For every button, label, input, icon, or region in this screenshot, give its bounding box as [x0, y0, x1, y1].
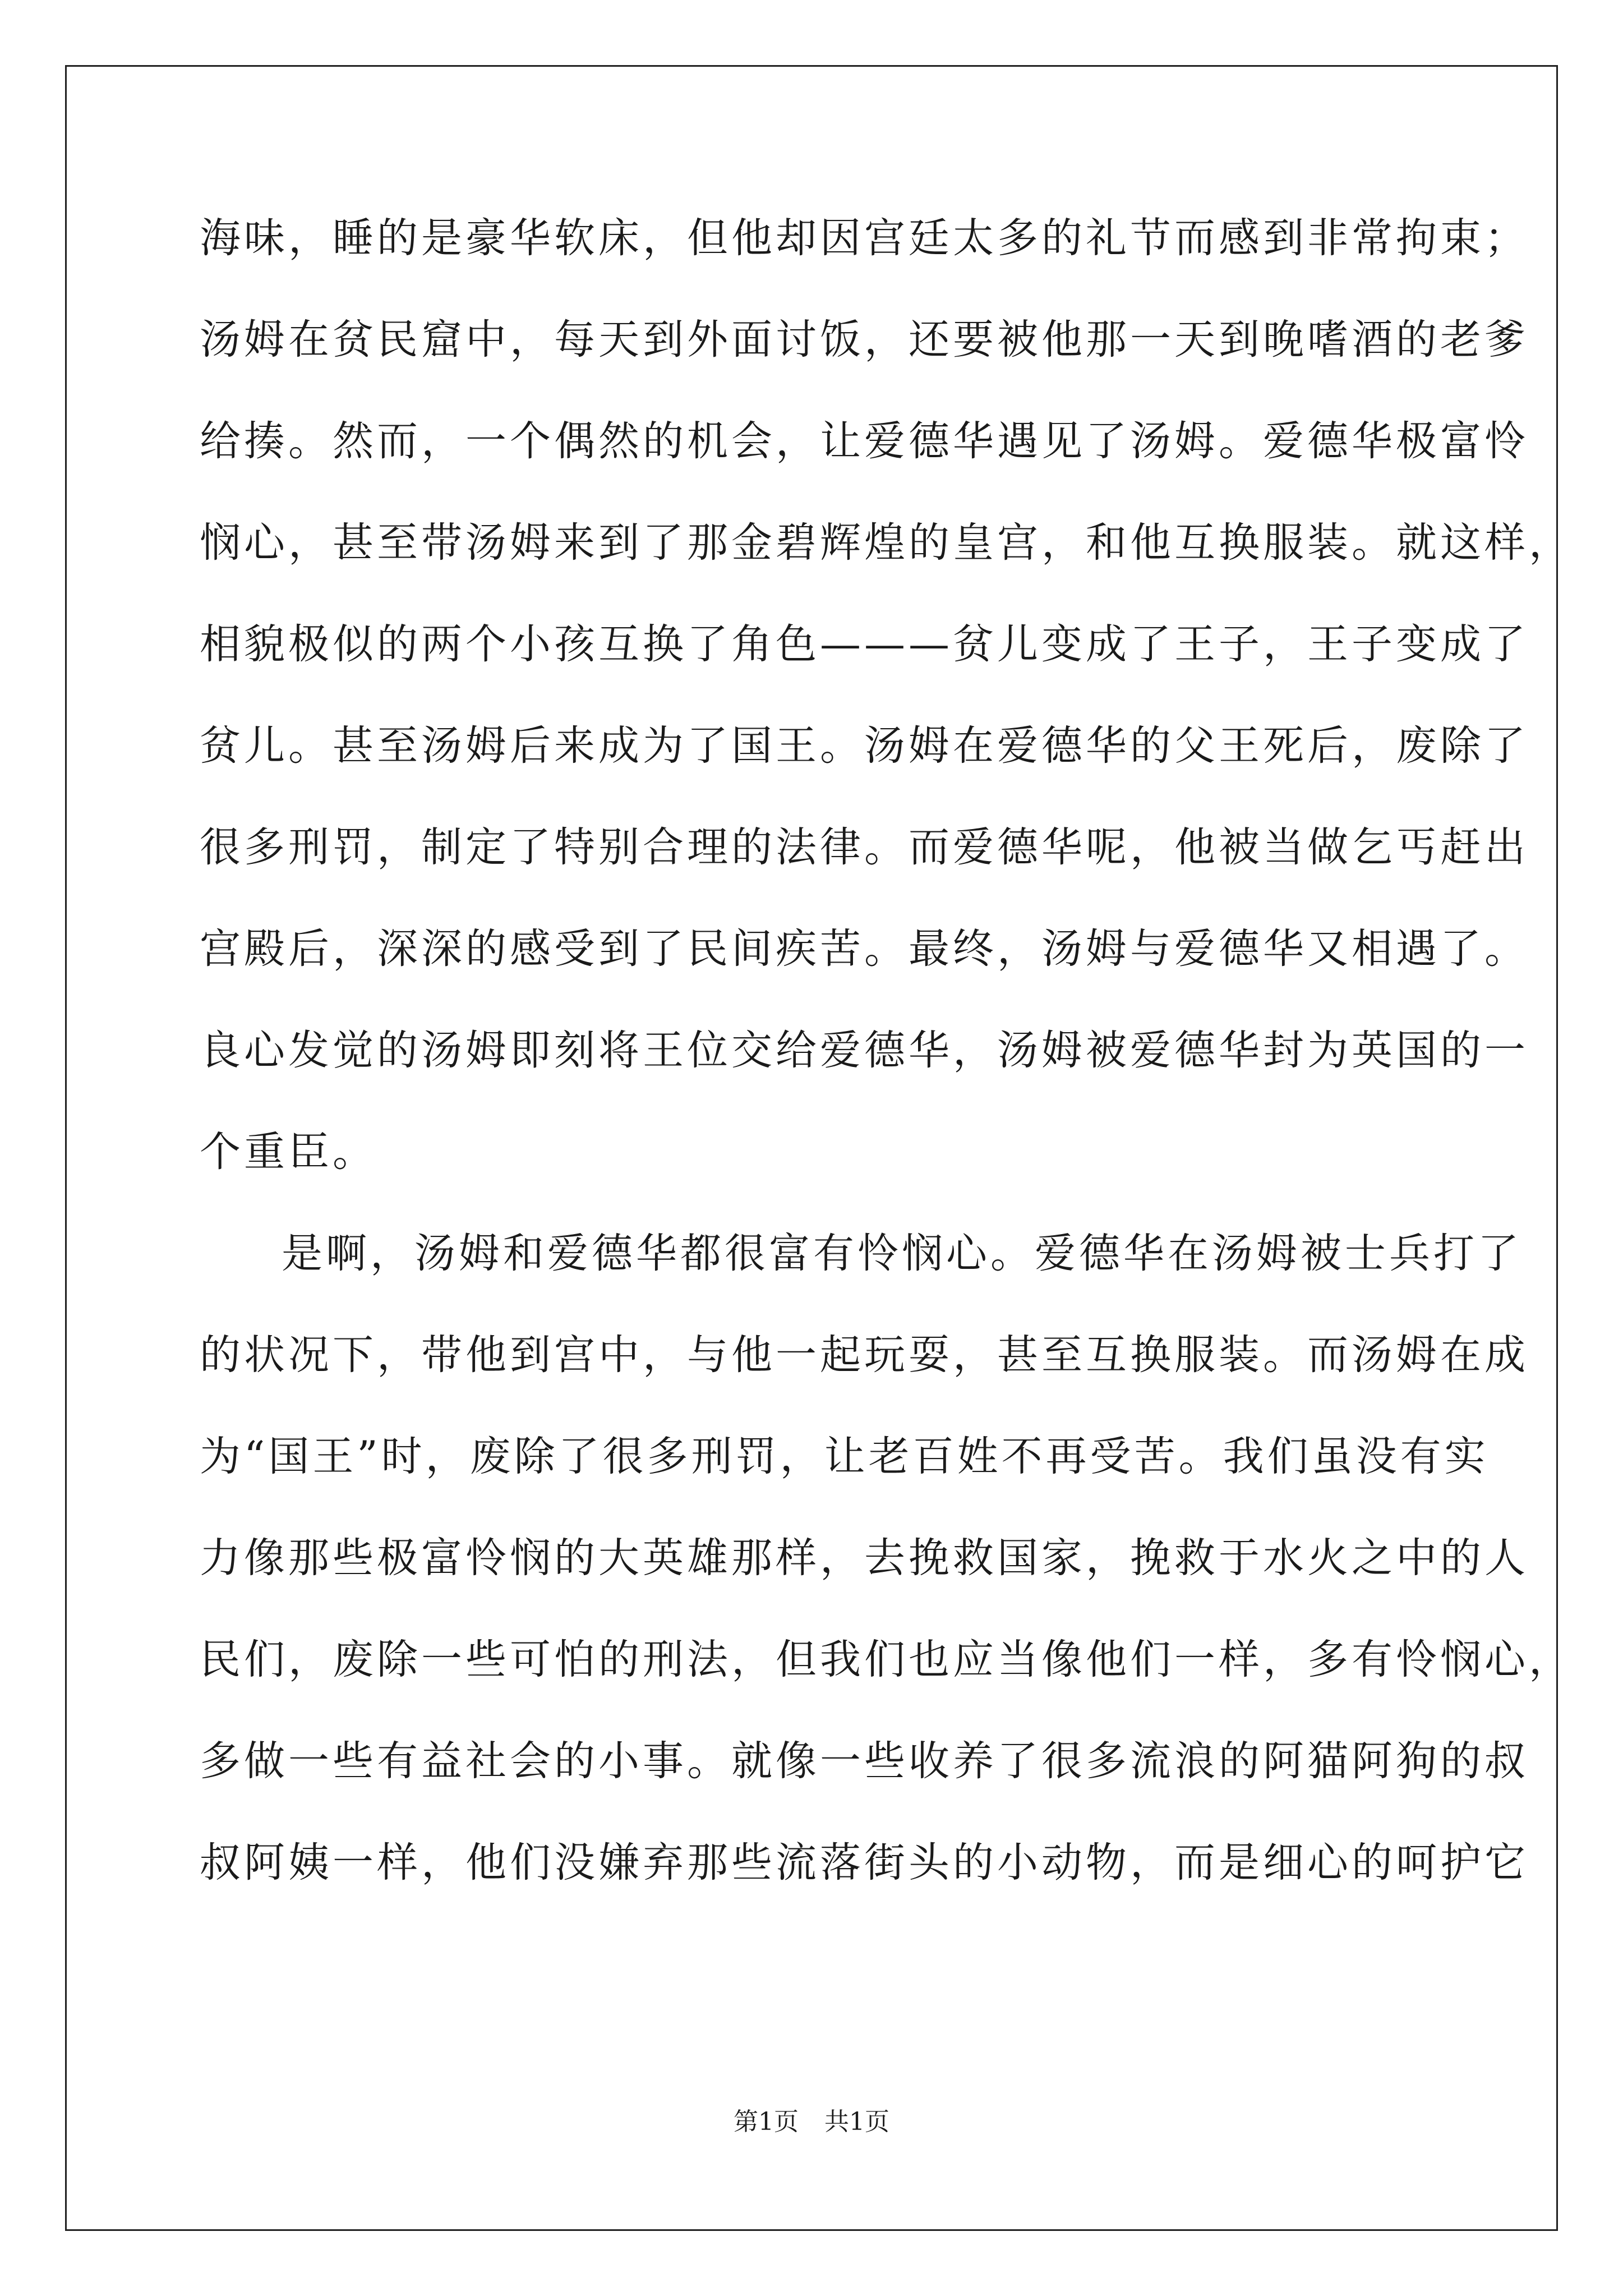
text-line: 海味，睡的是豪华软床，但他却因宫廷太多的礼节而感到非常拘束；: [200, 214, 1529, 262]
text-line: 多做一些有益社会的小事。就像一些收养了很多流浪的阿猫阿狗的叔: [200, 1737, 1529, 1785]
paragraph-start-line: 是啊，汤姆和爱德华都很富有怜悯心。爱德华在汤姆被士兵打了: [282, 1230, 1522, 1277]
text-line: 宫殿后，深深的感受到了民间疾苦。最终，汤姆与爱德华又相遇了。: [200, 925, 1529, 973]
text-line: 力像那些极富怜悯的大英雄那样，去挽救国家，挽救于水火之中的人: [200, 1534, 1529, 1582]
text-line: 汤姆在贫民窟中，每天到外面讨饭，还要被他那一天到晚嗜酒的老爹: [200, 316, 1529, 364]
text-line: 贫儿。甚至汤姆后来成为了国王。汤姆在爱德华的父王死后，废除了: [200, 722, 1529, 770]
text-line: 给揍。然而，一个偶然的机会，让爱德华遇见了汤姆。爱德华极富怜: [200, 417, 1529, 465]
text-line: 叔阿姨一样，他们没嫌弃那些流落街头的小动物，而是细心的呵护它: [200, 1839, 1529, 1887]
page-total: 共1页: [824, 2108, 889, 2136]
text-line: 的状况下，带他到宫中，与他一起玩耍，甚至互换服装。而汤姆在成: [200, 1331, 1529, 1379]
page-footer: [0, 2105, 1623, 2139]
text-line: 民们，废除一些可怕的刑法，但我们也应当像他们一样，多有怜悯心，: [200, 1636, 1573, 1683]
text-line: 为“国王”时，废除了很多刑罚，让老百姓不再受苦。我们虽没有实: [200, 1433, 1489, 1480]
text-line: 相貌极似的两个小孩互换了角色———贫儿变成了王子，王子变成了: [200, 620, 1529, 668]
text-line: 良心发觉的汤姆即刻将王位交给爱德华，汤姆被爱德华封为英国的一: [200, 1027, 1529, 1074]
page-number: 第1页: [734, 2108, 799, 2136]
text-line: 很多刑罚，制定了特别合理的法律。而爱德华呢，他被当做乞丐赶出: [200, 823, 1529, 871]
text-line: 个重臣。: [200, 1128, 377, 1176]
document-body: [200, 210, 1573, 1936]
text-line: 悯心，甚至带汤姆来到了那金碧辉煌的皇宫，和他互换服装。就这样，: [200, 519, 1573, 567]
